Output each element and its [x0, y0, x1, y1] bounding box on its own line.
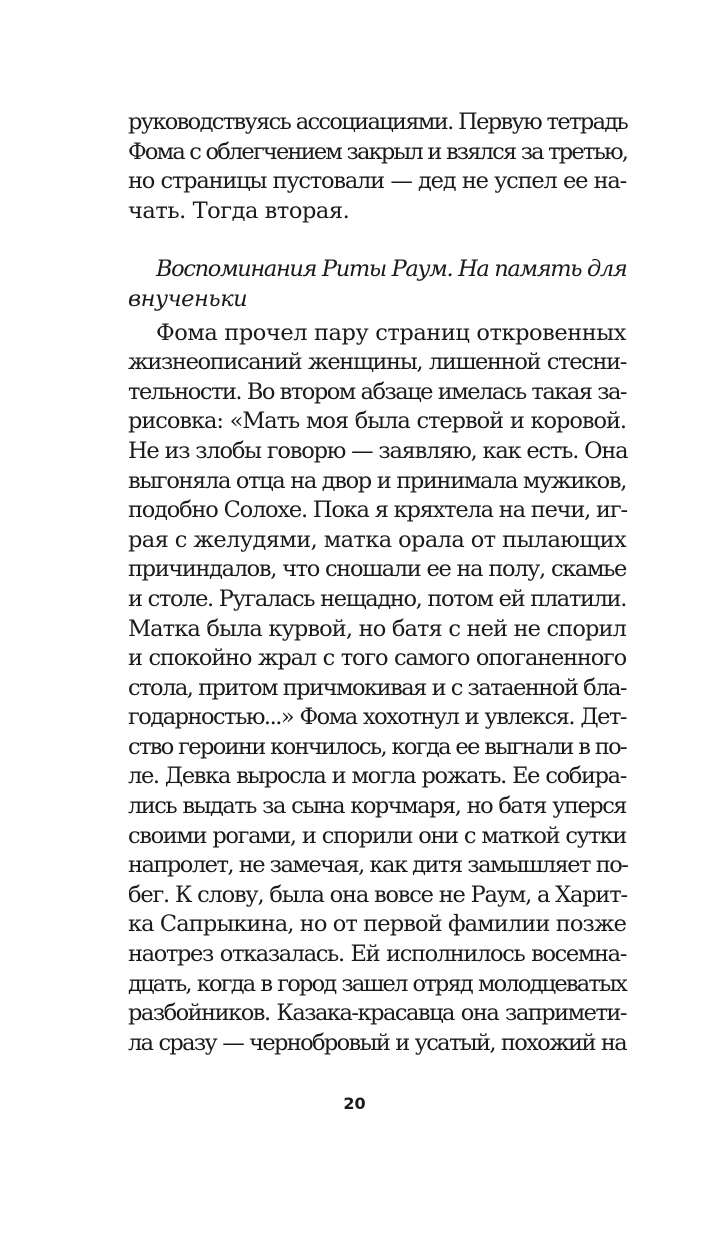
text-line: Не из злобы говорю — заявляю, как есть. Она [128, 437, 628, 464]
page-number: 20 [343, 1094, 366, 1113]
text-line: чать. Тогда вторая. [128, 197, 350, 224]
book-page-text [128, 108, 626, 1058]
text-line: но страницы пустовали — дед не успел ее на- [128, 168, 626, 195]
section-gap [128, 226, 626, 255]
text-line: дцать, когда в город зашел отряд молодцеватых [128, 970, 626, 997]
text-line: разбойников. Казака-красавца она запримети- [128, 1000, 626, 1027]
text-line: причиндалов, что сношали ее на полу, скамье [128, 556, 626, 583]
text-line: своими рогами, и спорили они с маткой сутки [128, 822, 626, 849]
text-line: жизнеописаний женщины, лишенной стесни- [128, 349, 626, 376]
heading-line: внученьки [128, 285, 248, 312]
text-line: стола, притом причмокивая и с затаенной бла- [128, 674, 626, 701]
text-line: выгоняла отца на двор и принимала мужиков, [128, 467, 626, 494]
text-line: годарностью...» Фома хохотнул и увлекся. Дет- [128, 704, 626, 731]
text-line: наотрез отказалась. Ей исполнилось восемна- [128, 941, 626, 968]
text-line: ла сразу — чернобровый и усатый, похожий на [128, 1029, 626, 1056]
text-line: Матка была курвой, но батя с ней не спорил [128, 615, 626, 642]
section-heading [128, 255, 626, 314]
text-line: рая с желудями, матка орала от пылающих [128, 526, 627, 553]
text-line: и спокойно жрал с того самого опоганенного [128, 645, 626, 672]
paragraph-2 [128, 319, 626, 1059]
text-line: бег. К слову, была она вовсе не Раум, а Харит- [128, 881, 627, 908]
paragraph-1 [128, 108, 626, 226]
text-line: подобно Солохе. Пока я кряхтела на печи, иг- [128, 497, 627, 524]
text-line: Фома с облегчением закрыл и взялся за третью, [128, 138, 628, 165]
text-line: ле. Девка выросла и могла рожать. Ее собира- [128, 763, 626, 790]
text-line: напролет, не замечая, как дитя замышляет по- [128, 852, 628, 879]
text-line: руководствуясь ассоциациями. Первую тетрадь [128, 109, 628, 135]
text-line: ка Сапрыкина, но от первой фамилии позже [128, 911, 627, 938]
text-line: Фома прочел пару страниц откровенных [156, 319, 626, 346]
text-line: и столе. Ругалась нещадно, потом ей платили. [128, 585, 626, 612]
text-line: ство героини кончилось, когда ее выгнали в по- [128, 733, 626, 760]
text-line: тельности. Во втором абзаце имелась такая за- [128, 378, 626, 405]
text-line: рисовка: «Мать моя была стервой и коровой. [128, 408, 626, 435]
text-line: лись выдать за сына корчмаря, но батя уперся [128, 793, 626, 820]
heading-line: Воспоминания Риты Раум. На память для [156, 256, 627, 283]
